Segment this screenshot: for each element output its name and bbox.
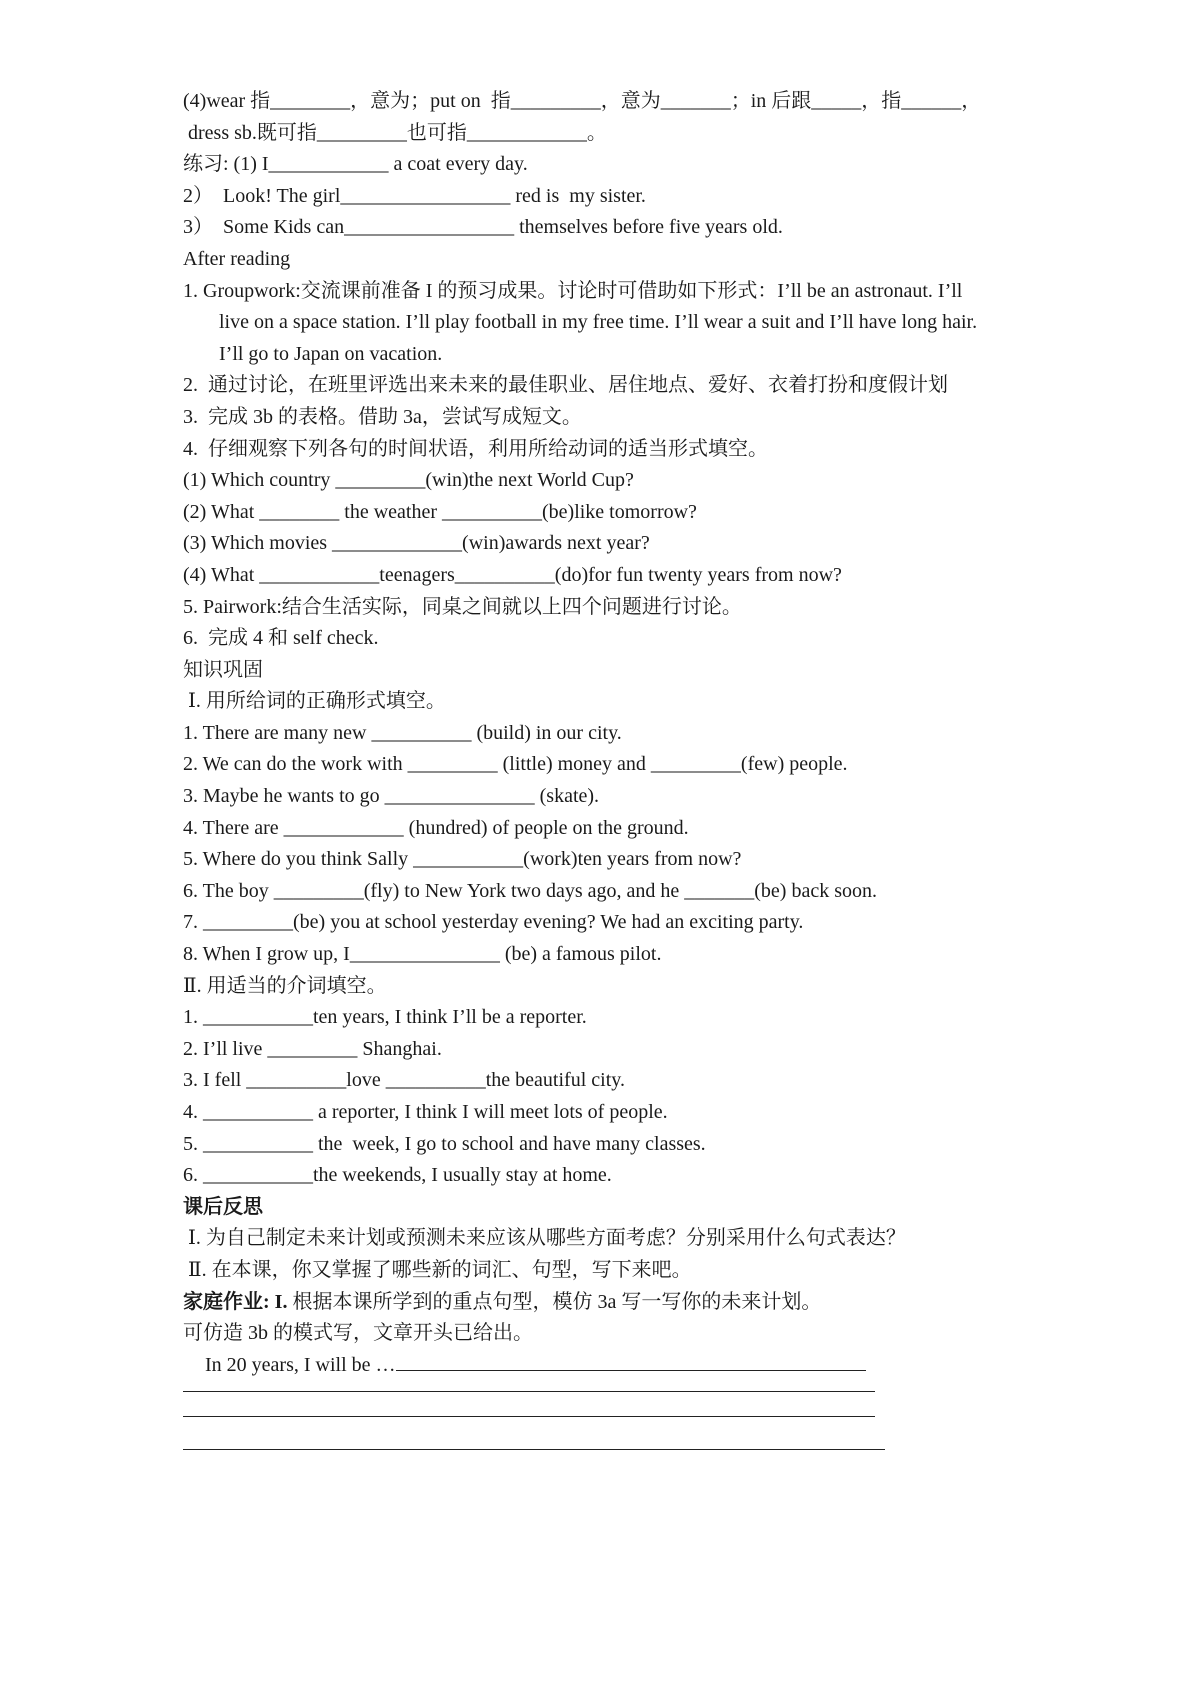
question-2: (2) What ________ the weather __________(be)like tomorrow? [183, 500, 697, 523]
writing-start-line [183, 1350, 1063, 1382]
exercise-1-3: 3. Maybe he wants to go _______________ (skate). [183, 785, 600, 808]
dress-line: dress sb.既可指_________也可指____________。 [183, 121, 607, 144]
writing-blank-2 [183, 1391, 875, 1392]
homework-instruction: 根据本课所学到的重点句型，模仿 3a 写一写你的未来计划。 [287, 1290, 822, 1313]
exercise-2-6: 6. ___________the weekends, I usually stay at home. [183, 1164, 612, 1187]
reflection-heading: 课后反思 [183, 1195, 263, 1218]
practice-1: 练习: (1) I____________ a coat every day. [183, 153, 528, 176]
reflection-1: Ⅰ. 为自己制定未来计划或预测未来应该从哪些方面考虑？分别采用什么句式表达？ [183, 1227, 906, 1250]
question-1: (1) Which country _________(win)the next World Cup? [183, 469, 634, 492]
exercise-1-6: 6. The boy _________(fly) to New York two days ago, and he _______(be) back soon. [183, 879, 877, 902]
practice-2: 2） Look! The girl_________________ red is my sister. [183, 184, 646, 207]
question-4: (4) What ____________teenagers__________(do)for fun twenty years from now? [183, 563, 842, 586]
exercise-1-4: 4. There are ____________ (hundred) of people on the ground. [183, 816, 689, 839]
exercise-1-5: 5. Where do you think Sally ___________(work)ten years from now? [183, 848, 742, 871]
consolidation-heading: 知识巩固 [183, 658, 263, 681]
exercise-2-1: 1. ___________ten years, I think I’ll be a reporter. [183, 1006, 587, 1029]
wear-puton-line: (4)wear 指________，意为；put on 指_________，意为_______；in 后跟_____，指______， [183, 90, 982, 112]
observe-line: 4. 仔细观察下列各句的时间状语，利用所给动词的适当形式填空。 [183, 437, 768, 460]
question-3: (3) Which movies _____________(win)awards next year? [183, 532, 650, 555]
practice-3: 3） Some Kids can_________________ themselves before five years old. [183, 216, 783, 239]
homework-note: 可仿造 3b 的模式写，文章开头已给出。 [183, 1322, 533, 1345]
groupwork-line-1: 1. Groupwork:交流课前准备 I 的预习成果。讨论时可借助如下形式：I’ll be an astronaut. I’ll [183, 279, 963, 302]
pairwork-line: 5. Pairwork:结合生活实际，同桌之间就以上四个问题进行讨论。 [183, 595, 742, 618]
exercise-1-7: 7. _________(be) you at school yesterday evening? We had an exciting party. [183, 911, 804, 934]
writing-blank-4 [183, 1449, 885, 1450]
complete-3b-line: 3. 完成 3b 的表格。借助 3a，尝试写成短文。 [183, 405, 582, 428]
exercise-1-8: 8. When I grow up, I_______________ (be) a famous pilot. [183, 943, 662, 966]
spacer [183, 1381, 1063, 1391]
exercise-2-5: 5. ___________ the week, I go to school and have many classes. [183, 1132, 706, 1155]
writing-start-text: In 20 years, I will be … [205, 1353, 396, 1376]
after-reading-heading: After reading [183, 247, 291, 270]
section-1-heading: Ⅰ. 用所给词的正确形式填空。 [183, 690, 446, 713]
self-check-line: 6. 完成 4 和 self check. [183, 627, 379, 650]
homework-label: 家庭作业: I. [183, 1290, 288, 1313]
writing-blank-1 [396, 1352, 866, 1371]
worksheet-content [183, 86, 1063, 1450]
section-2-heading: Ⅱ. 用适当的介词填空。 [183, 974, 387, 997]
exercise-1-1: 1. There are many new __________ (build) in our city. [183, 721, 622, 744]
writing-blank-3 [183, 1416, 875, 1417]
groupwork-line-3: I’ll go to Japan on vacation. [219, 342, 443, 365]
homework-line [183, 1287, 1063, 1319]
exercise-1-2: 2. We can do the work with _________ (little) money and _________(few) people. [183, 753, 848, 776]
discussion-line: 2. 通过讨论，在班里评选出来未来的最佳职业、居住地点、爱好、衣着打扮和度假计划 [183, 374, 948, 397]
groupwork-line-2: live on a space station. I’ll play football in my free time. I’ll wear a suit and I’ll have long hair. [219, 311, 978, 334]
exercise-2-4: 4. ___________ a reporter, I think I will meet lots of people. [183, 1101, 668, 1123]
exercise-2-3: 3. I fell __________love __________the beautiful city. [183, 1069, 625, 1092]
exercise-2-2: 2. I’ll live _________ Shanghai. [183, 1037, 442, 1060]
reflection-2: Ⅱ. 在本课，你又掌握了哪些新的词汇、句型，写下来吧。 [183, 1258, 692, 1281]
